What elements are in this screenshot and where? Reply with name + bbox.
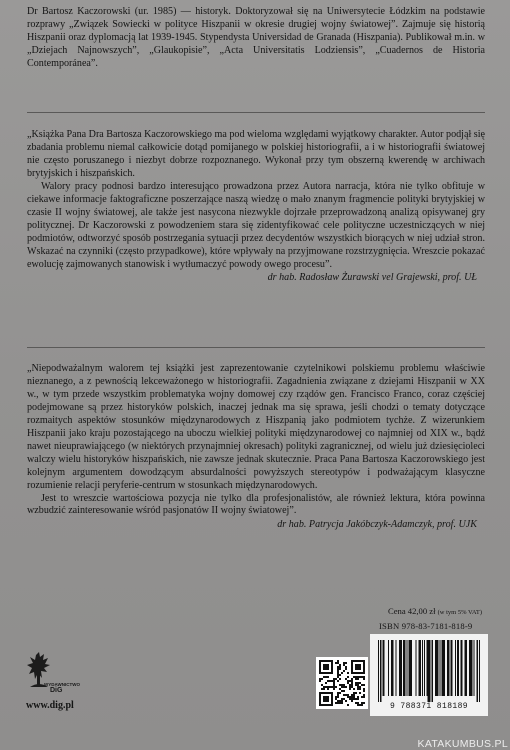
- review-2-signature: dr hab. Patrycja Jakóbczyk-Adamczyk, prof. UJK: [277, 519, 477, 531]
- barcode-bar: [378, 640, 379, 702]
- watermark: KATAKUMBUS.PL: [417, 738, 508, 750]
- barcode-bar: [437, 640, 438, 696]
- barcode-bar: [380, 640, 381, 702]
- barcode-bars: [378, 640, 480, 702]
- barcode-bar: [382, 640, 383, 696]
- barcode-bar: [410, 640, 411, 696]
- review-2-paragraph-2: Jest to wreszcie wartościowa pozycja nie tylko dla profesjonalistów, ale również lektura, która powinna wzbudzić zainteresowanie wśród pasjonatów II wojny światowej”.: [27, 492, 485, 517]
- review-1-signature: dr hab. Radosław Żurawski vel Grajewski, prof. UŁ: [267, 272, 477, 284]
- barcode-bar: [444, 640, 445, 696]
- barcode-bar: [396, 640, 397, 696]
- price-label: [388, 606, 482, 619]
- barcode-bar: [436, 640, 437, 696]
- barcode-bar: [447, 640, 448, 696]
- barcode-bar: [411, 640, 412, 696]
- barcode-bar: [407, 640, 408, 696]
- barcode: [370, 634, 488, 716]
- barcode-bar: [401, 640, 402, 696]
- barcode-bar: [466, 640, 467, 696]
- barcode-bar: [424, 640, 425, 696]
- barcode-bar: [426, 640, 427, 696]
- review-2-paragraph-1: „Niepodważalnym walorem tej książki jest zaprezentowanie czytelnikowi polskiemu problemu właściwie nieznanego, a z pewnością lekceważonego w historiografii. Zagadnienia związane z dziejami Hiszpanii w XX w., w tym przede wszystkim problematyka wojny domowej czy rządów gen. Francisco Franco, coraz częściej podejmowane są przez historyków polskich, inaczej jednak ma się sprawa, jeśli chodzi o tematy dotyczące rozmaitych aspektów stosunków międzynarodowych z Hiszpanią jako podmiotem tychże. Z wizerunkiem Hiszpanii jako kraju pozostającego na uboczu wielkiej polityki międzynarodowej co najmniej od XIX w., bądź nawet nieuprawiającego (w niektórych przynajmniej okresach) polityki zagranicznej, od wielu już dziesięcioleci walczy wielu historyków hiszpańskich, nie zawsze jednak skutecznie. Praca Pana Bartosza Kaczorowskiego jest kolejnym argumentem dowodzącym absurdalności powyższych stereotypów i podważającym klasyczne rozumienie relacji peryferie-centrum w stosunkach międzynarodowych.: [27, 363, 485, 491]
- barcode-bar: [451, 640, 452, 696]
- barcode-bar: [470, 640, 471, 696]
- publisher-logo-line2: DiG: [50, 687, 63, 694]
- barcode-bar: [442, 640, 443, 696]
- price-vat: (w tym 5% VAT): [437, 609, 482, 616]
- barcode-bar: [448, 640, 449, 696]
- barcode-bar: [469, 640, 470, 696]
- author-bio: [27, 6, 485, 71]
- barcode-bar: [391, 640, 392, 696]
- barcode-bar: [419, 640, 420, 696]
- barcode-bar: [455, 640, 456, 696]
- barcode-bar: [477, 640, 478, 702]
- barcode-bar: [473, 640, 474, 696]
- barcode-bar: [399, 640, 400, 696]
- barcode-bar: [435, 640, 436, 696]
- barcode-bar: [392, 640, 393, 696]
- barcode-bar: [430, 640, 431, 702]
- barcode-bar: [415, 640, 416, 696]
- barcode-bar: [460, 640, 461, 696]
- review-1-paragraph-1: „Książka Pana Dra Bartosza Kaczorowskiego ma pod wieloma względami wyjątkowy charakter. Autor podjął się zbadania problemu niemal całkowicie dotąd pomijanego w polskiej historiografii, a i w historiografii światowej nie często poruszanego i niezbyt dobrze rozpoznanego. Wykonał przy tym obszerną kwerendę w archiwach brytyjskich i hiszpańskich.: [27, 129, 485, 179]
- barcode-bar: [432, 640, 433, 702]
- barcode-bar: [388, 640, 389, 696]
- barcode-bar: [383, 640, 384, 696]
- barcode-bar: [450, 640, 451, 696]
- review-2: [27, 363, 485, 532]
- barcode-bar: [471, 640, 472, 696]
- review-1: [27, 129, 485, 285]
- barcode-bar: [409, 640, 410, 696]
- barcode-bar: [458, 640, 459, 696]
- barcode-bar: [404, 640, 405, 696]
- publisher-website: www.dig.pl: [26, 700, 74, 711]
- divider: [27, 347, 485, 348]
- author-bio-text: Dr Bartosz Kaczorowski (ur. 1985) — historyk. Doktoryzował się na Uniwersytecie Łódzkim na podstawie rozprawy „Związek Sowiecki w polityce Hiszpanii w okresie drugiej wojny światowej”. Zajmuje się historią Hiszpanii oraz dyplomacją lat 1939-1945. Stypendysta Universidad de Granada (Hiszpania). Publikował m.in. w „Dziejach Najnowszych”, „Glaukopisie”, „Acta Universitatis Lodziensis”, „Cuadernos de Historia Contemporánea”.: [27, 6, 485, 69]
- barcode-bar: [420, 640, 421, 696]
- barcode-bar: [439, 640, 440, 696]
- barcode-bar: [457, 640, 458, 696]
- barcode-bar: [461, 640, 462, 696]
- qr-code: [316, 657, 368, 709]
- barcode-number: 9 788371 818189: [389, 702, 468, 711]
- publisher-logo-line1: WYDAWNICTWO: [44, 682, 80, 687]
- barcode-bar: [443, 640, 444, 696]
- barcode-bar: [428, 640, 429, 702]
- barcode-bar: [427, 640, 428, 702]
- barcode-bar: [422, 640, 423, 696]
- isbn-text: ISBN 978-83-7181-818-9: [379, 621, 473, 631]
- review-1-paragraph-2: Walory pracy podnosi bardzo interesująco prowadzona przez Autora narracja, która nie tylko obfituje w ciekawe informacje faktograficzne poszerzające naszą wiedzę o mało znanym fragmencie polityki brytyjskiej w czasie II wojny światowej, ale także jest nasycona niezwykle dojrzałe przeprowadzoną analizą opisywanej gry politycznej. Dr Kaczorowski z powodzeniem stara się zidentyfikować cele polityczne uczestniczących w niej podmiotów, odtworzyć sposób postrzegania sytuacji przez decydentów wszystkich biorących w niej udział stron. Wskazać na czynniki (często przypadkowe), które wpływały na przyjmowane rozstrzygnięcia. Wreszcie pokazać ewolucję zajmowanych stanowisk i wytłumaczyć powody owego procesu”.: [27, 180, 485, 270]
- price-text: Cena 42,00 zł: [387, 606, 436, 616]
- barcode-bar: [400, 640, 401, 696]
- barcode-bar: [465, 640, 466, 696]
- divider: [27, 112, 485, 113]
- barcode-bar: [479, 640, 480, 702]
- barcode-bar: [403, 640, 404, 696]
